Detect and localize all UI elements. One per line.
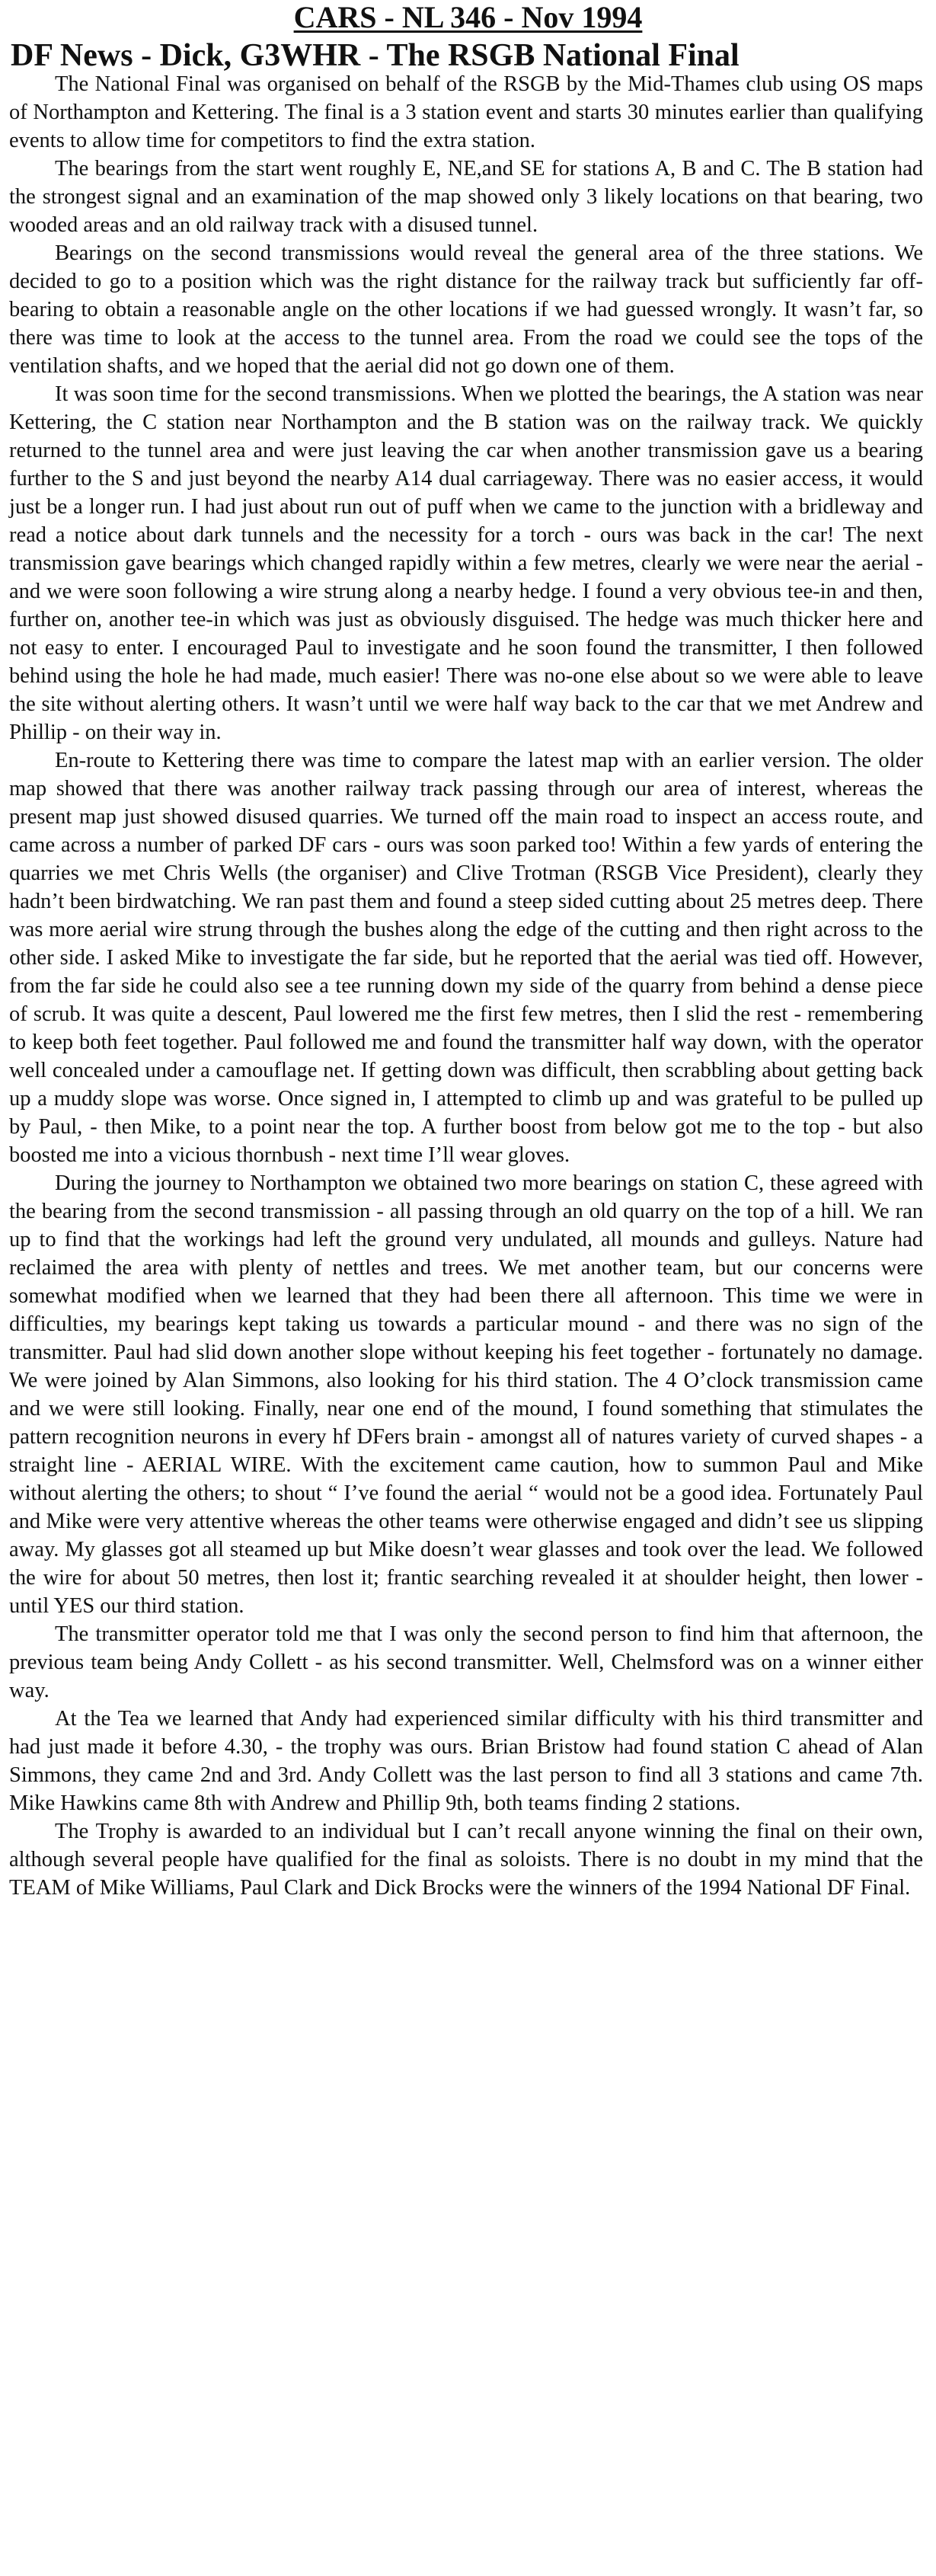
paragraph: En-route to Kettering there was time to compare the latest map with an earlier version. The older map showed that there was another railway track passing through our area of interest, whereas the present map just showed disused quarries. We turned off the main road to inspect an access route, and came across a number of parked DF cars - ours was soon parked too! Within a few yards of entering the quarries we met Chris Wells (the organiser) and Clive Trotman (RSGB Vice President), clearly they hadn’t been birdwatching. We ran past them and found a steep sided cutting about 25 metres deep. There was more aerial wire strung through the bushes along the edge of the cutting and then right across to the other side. I asked Mike to investigate the far side, but he reported that the aerial was tied off. However, from the far side he could also see a tee running down my side of the quarry from behind a dense piece of scrub. It was quite a descent, Paul lowered me the first few metres, then I slid the rest - remembering to keep both feet together. Paul followed me and found the transmitter half way down, with the operator well concealed under a camouflage net. If getting down was difficult, then scrabbling about getting back up a muddy slope was worse. Once signed in, I attempted to climb up and was grateful to be pulled up by Paul, - then Mike, to a point near the top. A further boost from below got me to the top - but also boosted me into a vicious thornbush - next time I’ll wear gloves. — [9, 749, 923, 1167]
paragraph: The Trophy is awarded to an individual but I can’t recall anyone winning the final on their own, although several people have qualified for the final as soloists. There is no doubt in my mind that the TEAM of Mike Williams, Paul Clark and Dick Brocks were the winners of the 1994 National DF Final. — [9, 1820, 923, 1900]
masthead-text: CARS - NL 346 - Nov 1994 — [293, 0, 643, 34]
paragraph: It was soon time for the second transmissions. When we plotted the bearings, the A station was near Kettering, the C station near Northampton and the B station was on the railway track. We quickly returned to the tunnel area and were just leaving the car when another transmission gave us a bearing further to the S and just beyond the nearby A14 dual carriageway. There was no easier access, it would just be a longer run. I had just about run out of puff when we came to the junction with a bridleway and read a notice about dark tunnels and the necessity for a torch - ours was back in the car! The next transmission gave bearings which changed rapidly within a few metres, clearly we were near the aerial - and we were soon following a wire strung along a nearby hedge. I found a very obvious tee-in and then, further on, another tee-in which was just as obviously disguised. The hedge was much thicker here and not easy to enter. I encouraged Paul to investigate and he soon found the transmitter, I then followed behind using the hole he had made, much easier! There was no-one else about so we were able to leave the site without alerting others. It wasn’t until we were half way back to the car that we met Andrew and Phillip - on their way in. — [9, 382, 923, 744]
masthead — [0, 0, 936, 35]
article-headline: DF News - Dick, G3WHR - The RSGB National Final — [11, 38, 740, 73]
paragraph: At the Tea we learned that Andy had experienced similar difficulty with his third transmitter and had just made it before 4.30, - the trophy was ours. Brian Bristow had found station C ahead of Alan Simmons, they came 2nd and 3rd. Andy Collett was the last person to find all 3 stations and came 7th. Mike Hawkins came 8th with Andrew and Phillip 9th, both teams finding 2 stations. — [9, 1707, 923, 1815]
paragraph: The National Final was organised on behalf of the RSGB by the Mid-Thames club using OS maps of Northampton and Kettering. The final is a 3 station event and starts 30 minutes earlier than qualifying events to allow time for competitors to find the extra station. — [9, 72, 923, 152]
paragraph: Bearings on the second transmissions would reveal the general area of the three stations. We decided to go to a position which was the right distance for the railway track but sufficiently far off-bearing to obtain a reasonable angle on the other locations if we had guessed wrongly. It wasn’t far, so there was time to look at the access to the tunnel area. From the road we could see the tops of the ventilation shafts, and we hoped that the aerial did not go down one of them. — [9, 241, 923, 378]
article-body — [9, 70, 923, 1902]
paragraph: During the journey to Northampton we obtained two more bearings on station C, these agreed with the bearing from the second transmission - all passing through an old quarry on the top of a hill. We ran up to find that the workings had left the ground very undulated, all mounds and gulleys. Nature had reclaimed the area with plenty of nettles and trees. We met another team, but our concerns were somewhat modified when we learned that they had been there all afternoon. This time we were in difficulties, my bearings kept taking us towards a particular mound - and there was no sign of the transmitter. Paul had slid down another slope without keeping his feet together - fortunately no damage. We were joined by Alan Simmons, also looking for his third station. The 4 O’clock transmission came and we were still looking. Finally, near one end of the mound, I found something that stimulates the pattern recognition neurons in every hf DFers brain - amongst all of natures variety of curved shapes - a straight line - AERIAL WIRE. With the excitement came caution, how to summon Paul and Mike without alerting the others; to shout “ I’ve found the aerial “ would not be a good idea. Fortunately Paul and Mike were very attentive whereas the other teams were otherwise engaged and didn’t see us slipping away. My glasses got all steamed up but Mike doesn’t wear glasses and took over the lead. We followed the wire for about 50 metres, then lost it; frantic searching revealed it at shoulder height, then lower - until YES our third station. — [9, 1171, 923, 1618]
paragraph: The bearings from the start went roughly E, NE,and SE for stations A, B and C. The B station had the strongest signal and an examination of the map showed only 3 likely locations on that bearing, two wooded areas and an old railway track with a disused tunnel. — [9, 157, 923, 237]
paragraph: The transmitter operator told me that I was only the second person to find him that afternoon, the previous team being Andy Collett - as his second transmitter. Well, Chelmsford was on a winner either way. — [9, 1622, 923, 1702]
